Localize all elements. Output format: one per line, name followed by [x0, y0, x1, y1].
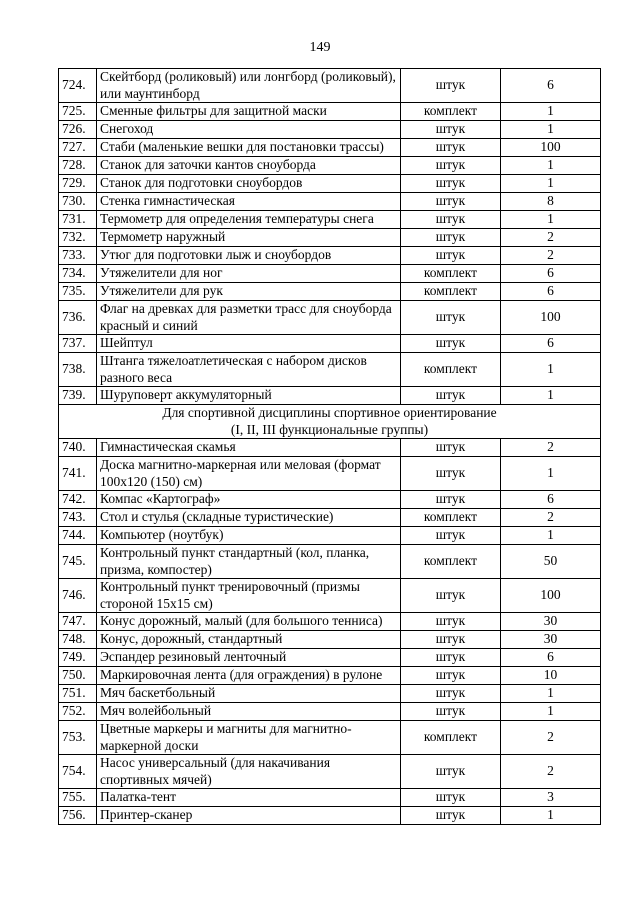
row-number: 747. [59, 613, 97, 631]
inventory-table [58, 68, 601, 825]
item-quantity: 1 [501, 211, 601, 229]
item-unit: штук [401, 193, 501, 211]
table-row [59, 649, 601, 667]
row-number: 730. [59, 193, 97, 211]
table-row [59, 631, 601, 649]
item-name: Шуруповерт аккумуляторный [97, 387, 401, 405]
row-number: 727. [59, 139, 97, 157]
item-unit: штук [401, 789, 501, 807]
item-quantity: 2 [501, 509, 601, 527]
item-unit: штук [401, 685, 501, 703]
item-quantity: 2 [501, 721, 601, 755]
row-number: 740. [59, 439, 97, 457]
table-row [59, 667, 601, 685]
item-unit: штук [401, 229, 501, 247]
table-row [59, 685, 601, 703]
table-row [59, 283, 601, 301]
item-unit: комплект [401, 509, 501, 527]
item-name: Мяч волейбольный [97, 703, 401, 721]
item-quantity: 8 [501, 193, 601, 211]
item-unit: штук [401, 211, 501, 229]
item-name: Доска магнитно-маркерная или меловая (формат 100х120 (150) см) [97, 457, 401, 491]
item-name: Скейтборд (роликовый) или лонгборд (роликовый), или маунтинборд [97, 69, 401, 103]
item-quantity: 1 [501, 157, 601, 175]
item-quantity: 6 [501, 335, 601, 353]
table-row [59, 301, 601, 335]
item-name: Термометр для определения температуры снега [97, 211, 401, 229]
item-unit: штук [401, 703, 501, 721]
item-name: Станок для заточки кантов сноуборда [97, 157, 401, 175]
item-quantity: 10 [501, 667, 601, 685]
item-quantity: 100 [501, 579, 601, 613]
row-number: 729. [59, 175, 97, 193]
row-number: 741. [59, 457, 97, 491]
item-quantity: 1 [501, 175, 601, 193]
item-unit: штук [401, 387, 501, 405]
item-unit: комплект [401, 103, 501, 121]
row-number: 724. [59, 69, 97, 103]
item-name: Утяжелители для ног [97, 265, 401, 283]
item-quantity: 6 [501, 649, 601, 667]
item-quantity: 6 [501, 69, 601, 103]
table-row [59, 193, 601, 211]
item-unit: штук [401, 457, 501, 491]
item-quantity: 1 [501, 685, 601, 703]
table-row [59, 755, 601, 789]
item-name: Шейптул [97, 335, 401, 353]
table-row [59, 613, 601, 631]
table-row [59, 265, 601, 283]
item-name: Конус, дорожный, стандартный [97, 631, 401, 649]
row-number: 733. [59, 247, 97, 265]
item-name: Флаг на древках для разметки трасс для сноуборда красный и синий [97, 301, 401, 335]
table-row [59, 157, 601, 175]
item-unit: комплект [401, 283, 501, 301]
row-number: 725. [59, 103, 97, 121]
item-unit: комплект [401, 353, 501, 387]
table-row [59, 175, 601, 193]
table-row [59, 103, 601, 121]
row-number: 728. [59, 157, 97, 175]
item-name: Компас «Картограф» [97, 491, 401, 509]
row-number: 742. [59, 491, 97, 509]
table-row [59, 247, 601, 265]
table-row [59, 457, 601, 491]
item-unit: штук [401, 247, 501, 265]
item-name: Снегоход [97, 121, 401, 139]
row-number: 746. [59, 579, 97, 613]
table-row [59, 139, 601, 157]
item-name: Штанга тяжелоатлетическая с набором дисков разного веса [97, 353, 401, 387]
table-row [59, 491, 601, 509]
item-unit: штук [401, 527, 501, 545]
item-unit: штук [401, 439, 501, 457]
row-number: 734. [59, 265, 97, 283]
item-unit: штук [401, 755, 501, 789]
item-quantity: 2 [501, 439, 601, 457]
item-unit: штук [401, 175, 501, 193]
row-number: 739. [59, 387, 97, 405]
item-name: Сменные фильтры для защитной маски [97, 103, 401, 121]
row-number: 751. [59, 685, 97, 703]
row-number: 750. [59, 667, 97, 685]
item-name: Термометр наружный [97, 229, 401, 247]
item-quantity: 3 [501, 789, 601, 807]
item-unit: комплект [401, 721, 501, 755]
row-number: 735. [59, 283, 97, 301]
item-unit: штук [401, 157, 501, 175]
table-row [59, 211, 601, 229]
row-number: 749. [59, 649, 97, 667]
item-quantity: 100 [501, 301, 601, 335]
item-name: Цветные маркеры и магниты для магнитно-маркерной доски [97, 721, 401, 755]
item-name: Мяч баскетбольный [97, 685, 401, 703]
row-number: 731. [59, 211, 97, 229]
row-number: 732. [59, 229, 97, 247]
item-name: Стол и стулья (складные туристические) [97, 509, 401, 527]
item-quantity: 100 [501, 139, 601, 157]
item-quantity: 2 [501, 229, 601, 247]
item-quantity: 1 [501, 807, 601, 825]
item-unit: штук [401, 613, 501, 631]
item-quantity: 6 [501, 491, 601, 509]
item-unit: штук [401, 139, 501, 157]
item-quantity: 1 [501, 527, 601, 545]
item-unit: штук [401, 491, 501, 509]
item-quantity: 1 [501, 387, 601, 405]
table-row [59, 509, 601, 527]
row-number: 744. [59, 527, 97, 545]
item-quantity: 1 [501, 703, 601, 721]
item-quantity: 1 [501, 121, 601, 139]
item-unit: штук [401, 121, 501, 139]
item-name: Компьютер (ноутбук) [97, 527, 401, 545]
row-number: 752. [59, 703, 97, 721]
table-row [59, 335, 601, 353]
item-quantity: 1 [501, 103, 601, 121]
item-unit: штук [401, 807, 501, 825]
item-unit: штук [401, 631, 501, 649]
item-quantity: 30 [501, 631, 601, 649]
table-row [59, 721, 601, 755]
item-unit: комплект [401, 545, 501, 579]
item-quantity: 1 [501, 353, 601, 387]
item-unit: комплект [401, 265, 501, 283]
table-row [59, 387, 601, 405]
table-row [59, 69, 601, 103]
row-number: 743. [59, 509, 97, 527]
item-name: Контрольный пункт стандартный (кол, планка, призма, компостер) [97, 545, 401, 579]
table-row [59, 439, 601, 457]
table-row [59, 703, 601, 721]
section-heading [59, 405, 601, 439]
item-name: Утяжелители для рук [97, 283, 401, 301]
item-name: Конус дорожный, малый (для большого тенниса) [97, 613, 401, 631]
table-row [59, 527, 601, 545]
row-number: 737. [59, 335, 97, 353]
table-row [59, 789, 601, 807]
row-number: 756. [59, 807, 97, 825]
table-row [59, 121, 601, 139]
row-number: 745. [59, 545, 97, 579]
item-quantity: 6 [501, 265, 601, 283]
item-name: Маркировочная лента (для ограждения) в рулоне [97, 667, 401, 685]
table-row [59, 229, 601, 247]
item-name: Гимнастическая скамья [97, 439, 401, 457]
row-number: 738. [59, 353, 97, 387]
row-number: 736. [59, 301, 97, 335]
item-name: Палатка-тент [97, 789, 401, 807]
section-heading-row [59, 405, 601, 439]
item-name: Стенка гимнастическая [97, 193, 401, 211]
item-quantity: 2 [501, 755, 601, 789]
item-unit: штук [401, 301, 501, 335]
item-quantity: 6 [501, 283, 601, 301]
section-heading-line2: (I, II, III функциональные группы) [230, 421, 429, 437]
row-number: 726. [59, 121, 97, 139]
item-name: Утюг для подготовки лыж и сноубордов [97, 247, 401, 265]
item-unit: штук [401, 579, 501, 613]
item-unit: штук [401, 667, 501, 685]
item-name: Эспандер резиновый ленточный [97, 649, 401, 667]
item-name: Контрольный пункт тренировочный (призмы стороной 15х15 см) [97, 579, 401, 613]
item-unit: штук [401, 69, 501, 103]
inventory-table-body [59, 69, 601, 825]
item-quantity: 1 [501, 457, 601, 491]
table-row [59, 579, 601, 613]
table-row [59, 353, 601, 387]
section-heading-line1: Для спортивной дисциплины спортивное ориентирование [162, 405, 497, 420]
item-name: Стаби (маленькие вешки для постановки трассы) [97, 139, 401, 157]
item-quantity: 50 [501, 545, 601, 579]
row-number: 753. [59, 721, 97, 755]
row-number: 748. [59, 631, 97, 649]
table-row [59, 807, 601, 825]
item-name: Станок для подготовки сноубордов [97, 175, 401, 193]
row-number: 754. [59, 755, 97, 789]
item-name: Принтер-сканер [97, 807, 401, 825]
item-name: Насос универсальный (для накачивания спортивных мячей) [97, 755, 401, 789]
item-quantity: 30 [501, 613, 601, 631]
item-quantity: 2 [501, 247, 601, 265]
page-number: 149 [309, 40, 331, 55]
row-number: 755. [59, 789, 97, 807]
item-unit: штук [401, 335, 501, 353]
table-row [59, 545, 601, 579]
item-unit: штук [401, 649, 501, 667]
